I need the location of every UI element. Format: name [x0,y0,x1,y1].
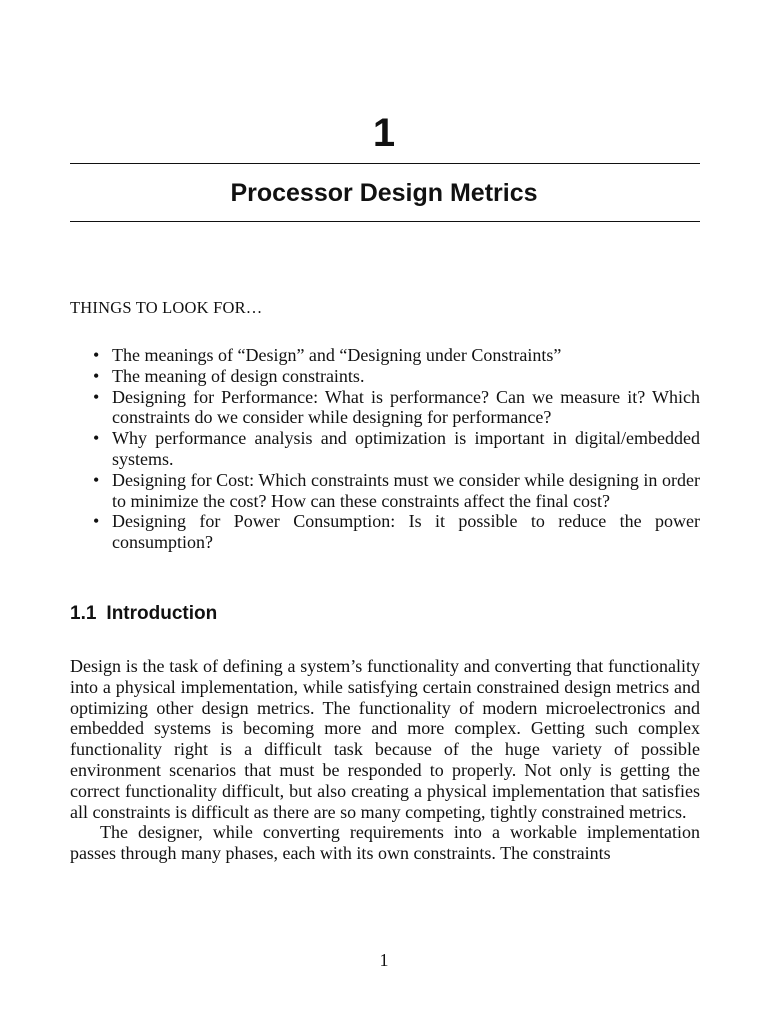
bullet-icon: • [93,365,100,386]
list-item-text: The meaning of design constraints. [112,365,365,386]
bullet-icon: • [93,386,100,407]
list-item [93,366,700,387]
paragraph: The designer, while converting requirements into a workable implementation passes through many phases, each with its own constraints. The constraints [70,822,700,864]
things-to-look-for-list [93,345,700,553]
list-item-text: Designing for Cost: Which constraints must we consider while designing in order to minimize the cost? How can these constraints affect the final cost? [112,469,700,511]
list-item [93,387,700,429]
bullet-icon: • [93,345,100,365]
section-number: 1.1 [70,603,97,624]
list-item [93,470,700,512]
chapter-title: Processor Design Metrics [230,179,538,207]
page-number: 1 [379,950,389,970]
paragraph: Design is the task of defining a system’s functionality and converting that functionality into a physical implementation, while satisfying certain constrained design metrics and optimizing other design metrics. The functionality of modern microelectronics and embedded systems is becoming more and more complex. Getting such complex functionality right is a difficult task because of the huge variety of possible environment scenarios that must be responded to properly. Not only is getting the correct functionality difficult, but also creating a physical implementation that satisfies all constraints is difficult as there are so many competing, tightly constrained metrics. [70,656,700,822]
list-item [93,345,700,366]
bullet-icon: • [93,469,100,490]
list-item-text: The meanings of “Design” and “Designing under Constraints” [112,345,562,365]
chapter-number: 1 [372,111,396,155]
list-item [93,428,700,470]
chapter-title-bottom-rule [70,221,700,222]
list-item-text: Designing for Power Consumption: Is it possible to reduce the power consumption? [112,511,700,553]
section-body [70,656,700,864]
section-heading [70,601,217,627]
chapter-title-top-rule [70,163,700,164]
list-item-text: Why performance analysis and optimization is important in digital/embedded systems. [112,428,700,469]
things-to-look-for-heading: THINGS TO LOOK FOR… [70,298,263,317]
bullet-icon: • [93,511,100,532]
bullet-icon: • [93,428,100,449]
list-item [93,511,700,553]
section-title: Introduction [106,603,218,624]
list-item-text: Designing for Performance: What is performance? Can we measure it? Which constraints do we consider while designing for performance? [112,386,700,428]
